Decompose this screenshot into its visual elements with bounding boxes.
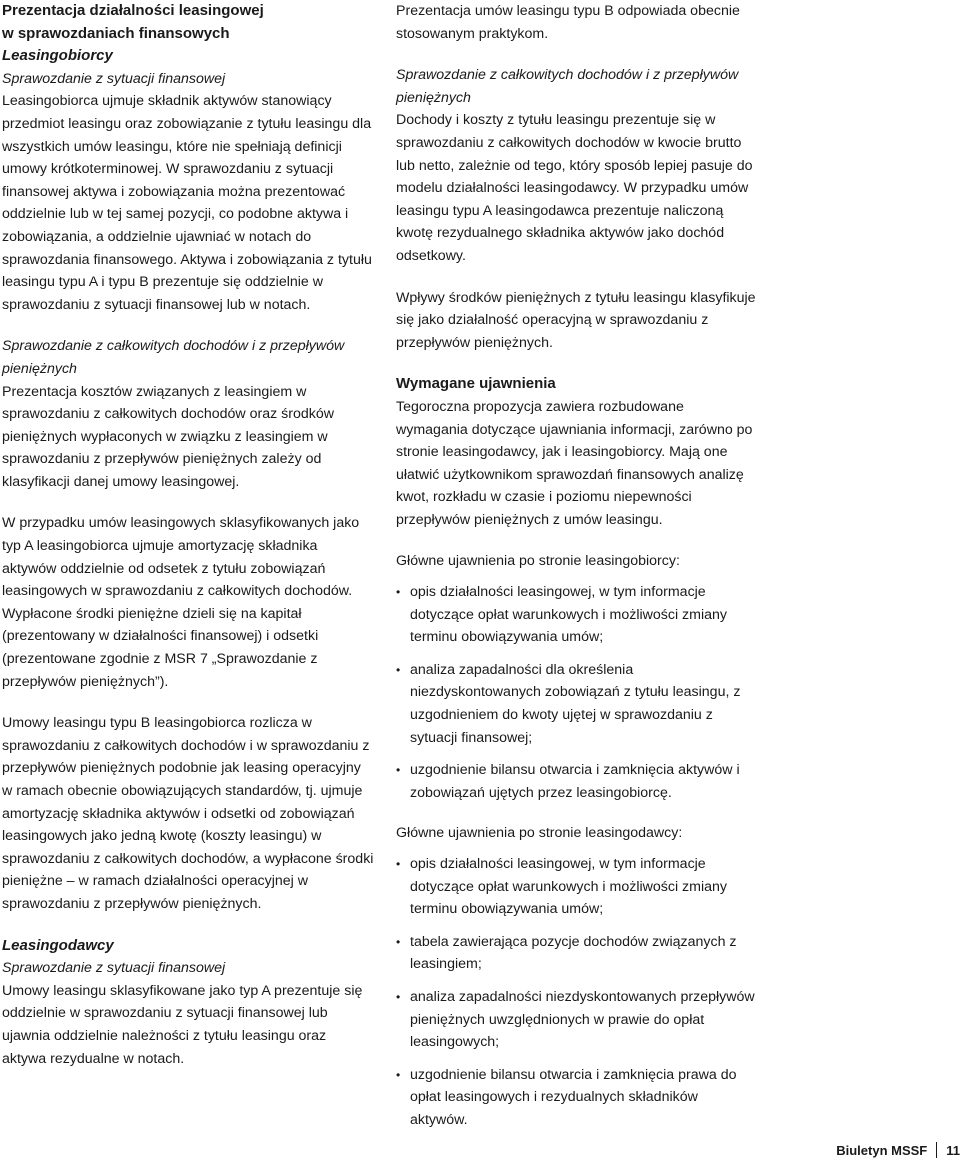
lessor-income-subheading: Sprawozdanie z całkowitych dochodów i z przepływów pieniężnych [396,67,739,106]
lessor-disclosures-intro: Główne ujawnienia po stronie leasingodawcy: [396,825,683,842]
lessee-balance-paragraph: Leasingobiorca ujmuje składnik aktywów stanowiący przedmiot leasingu oraz zobowiązanie z tytułu leasingu dla wszystkich umów leasingu, które nie spełniają definicji umowy krótkoterminowej. W sprawozdaniu z sytuacji finansowej aktywa i zobowiązania można prezentować oddzielnie lub w tej samej pozycji, co podobne aktywa i zobowiązania, a oddzielnie ujawniać w notach do sprawozdania finansowego. Aktywa i zobowiązania z tytułu leasingu typu A i typu B prezentuje się oddzielnie w sprawozdaniu z sytuacji finansowej lub w notach. [2,93,372,313]
lessee-income-subheading: Sprawozdanie z całkowitych dochodów i z przepływów pieniężnych [2,338,345,377]
list-item: • opis działalności leasingowej, w tym informacje dotyczące opłat warunkowych i możliwości zmiany terminu obowiązywania umów; [396,581,758,649]
lessor-type-b-paragraph: Prezentacja umów leasingu typu B odpowiada obecnie stosowanym praktykom. [396,3,740,42]
publication-name: Biuletyn MSSF [836,1143,928,1158]
lessee-type-a-paragraph: W przypadku umów leasingowych sklasyfikowanych jako typ A leasingobiorca ujmuje amortyzację składnika aktywów oddzielnie od odsetek z tytułu zobowiązań leasingowych w sprawozdaniu z całkowitych dochodów. Wypłacone środki pieniężne dzieli się na kapitał (prezentowany w działalności finansowej) i odsetki (prezentowane zgodnie z MSR 7 „Sprawozdanie z przepływów pieniężnych”). [2,515,360,690]
page-footer [836,1142,960,1158]
lessor-income-paragraph: Dochody i koszty z tytułu leasingu prezentuje się w sprawozdaniu z całkowitych dochodów w kwocie brutto lub netto, zależnie od tego, który sposób lepiej pasuje do modelu działalności leasingodawcy. W przypadku umów leasingu typu A leasingodawca prezentuje naliczoną kwotę rezydualnego składnika aktywów jako dochód odsetkowy. [396,112,753,264]
page-title-line-2: w sprawozdaniach finansowych [2,24,230,42]
lessor-disclosures-list [396,853,758,1132]
lessee-disclosures-list [396,581,758,804]
list-item: • analiza zapadalności dla określenia niezdyskontowanych zobowiązań z tytułu leasingu, z uzgodnieniem do kwoty ujętej w sprawozdaniu z sytuacji finansowej; [396,659,758,749]
left-column [2,0,374,1070]
list-item: • tabela zawierająca pozycje dochodów związanych z leasingiem; [396,931,758,976]
lessee-disclosures-intro: Główne ujawnienia po stronie leasingobiorcy: [396,553,680,570]
lessor-heading: Leasingodawcy [2,936,114,954]
lessee-balance-subheading: Sprawozdanie z sytuacji finansowej [2,70,226,87]
page-number: 11 [946,1143,960,1158]
lessee-type-b-paragraph: Umowy leasingu typu B leasingobiorca rozlicza w sprawozdaniu z całkowitych dochodów i w sprawozdaniu z przepływów pieniężnych podobnie jak leasing operacyjny w ramach obecnie obowiązujących standardów, tj. ujmuje amortyzację składnika aktywów i odsetki od zobowiązań leasingowych jako jedną kwotę (koszty leasingu) w sprawozdaniu z całkowitych dochodów, a wypłacone środki pieniężne – w ramach działalności operacyjnej w sprawozdaniu z przepływów pieniężnych. [2,715,374,912]
disclosures-heading: Wymagane ujawnienia [396,375,556,393]
lessor-balance-subheading: Sprawozdanie z sytuacji finansowej [2,960,226,977]
lessee-heading: Leasingobiorcy [2,47,113,65]
lessor-cashflow-paragraph: Wpływy środków pieniężnych z tytułu leasingu klasyfikuje się jako działalność operacyjną w sprawozdaniu z przepływów pieniężnych. [396,289,756,351]
page-title-line-1: Prezentacja działalności leasingowej [2,2,264,19]
lessor-balance-paragraph: Umowy leasingu sklasyfikowane jako typ A prezentuje się oddzielnie w sprawozdaniu z sytuacji finansowej lub ujawnia oddzielnie należności z tytułu leasingu oraz aktywa rezydualne w notach. [2,982,363,1067]
list-item: • analiza zapadalności niezdyskontowanych przepływów pieniężnych uwzględnionych w prawie do opłat leasingowych; [396,986,758,1054]
right-column [396,0,758,1142]
lessee-income-paragraph: Prezentacja kosztów związanych z leasingiem w sprawozdaniu z całkowitych dochodów oraz środków pieniężnych wypłaconych w związku z leasingiem w sprawozdaniu z przepływów pieniężnych zależy od klasyfikacji danej umowy leasingowej. [2,383,334,490]
list-item: • uzgodnienie bilansu otwarcia i zamknięcia prawa do opłat leasingowych i rezydualnych składników aktywów. [396,1064,758,1132]
disclosures-paragraph: Tegoroczna propozycja zawiera rozbudowane wymagania dotyczące ujawniania informacji, zarówno po stronie leasingodawcy, jak i leasingobiorcy. Mają one ułatwić użytkownikom sprawozdań finansowych analizę kwot, rozkładu w czasie i poziomu niepewności przepływów pieniężnych z umów leasingu. [396,398,753,528]
list-item: • opis działalności leasingowej, w tym informacje dotyczące opłat warunkowych i możliwości zmiany terminu obowiązywania umów; [396,853,758,921]
footer-divider [936,1142,937,1158]
list-item: • uzgodnienie bilansu otwarcia i zamknięcia aktywów i zobowiązań ujętych przez leasingobiorcę. [396,759,758,804]
